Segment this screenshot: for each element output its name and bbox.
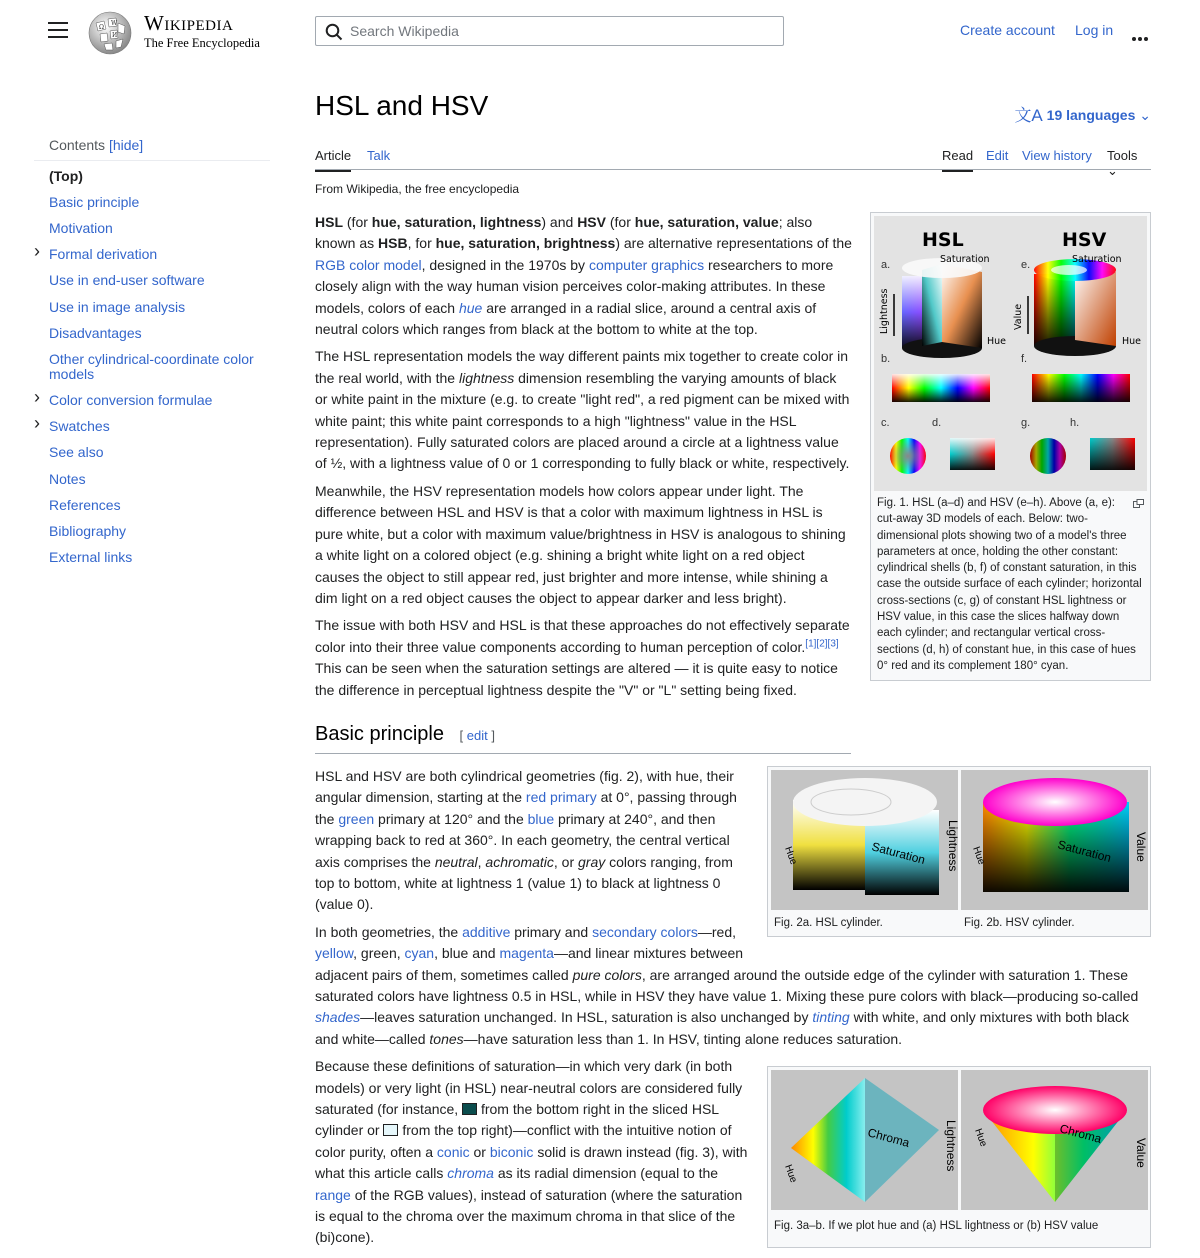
fig2a-hue-label: Hue [782,845,799,867]
hsv-cylinder-image[interactable] [961,770,1148,910]
fig2b-hue-label: Hue [970,845,987,867]
toc-item-label: Disadvantages [49,324,142,341]
shades-link[interactable]: shades [315,1009,361,1026]
wikipedia-globe-logo[interactable] [86,9,134,55]
citation-1[interactable]: [1] [805,638,817,650]
toc-item[interactable] [34,492,270,518]
fig2b-caption: Fig. 2b. HSV cylinder. [964,916,1075,929]
fig2b-saturation-label: Saturation [1056,837,1113,865]
toc-item-label: Use in end-user software [49,272,205,289]
blue-link[interactable]: blue [527,810,555,827]
intro-paragraph-3: Meanwhile, the HSV representation models how colors appear under light. The difference between HSL and HSV is that a color with maximum lightness in HSL is pure white, but a color with maximum value/brightness in HSV is analogous to shining a white light on a colored object (e.g. shining a bright white light on a red object causes the object to still appear red, just brighter and more intense, while shining a dim light on a red object causes the object to appear darker and less bright). [315,482,846,606]
toc-item[interactable] [34,189,270,215]
toc-item-label: Swatches [49,418,110,435]
fig3a-chroma-label: Chroma [866,1125,912,1151]
tools-label: Tools [1107,148,1138,163]
figure-1-caption-text: Fig. 1. HSL (a–d) and HSV (e–h). Above (a, e): cut-away 3D models of each. Below: two-dimensional plots showing two of a model's three parameters at once, holding the other constant: cylindrical shells (b, f) of constant saturation, in this case the outside surface of each cylinder; horizontal cross-sections (c, g) of constant HSL lightness or HSV value, in this case the slices halfway down each cylinder; and rectangular vertical cross-sections (d, h) of constant hue, in this case of hues 0° red and its complement 180° cyan. [877,497,1142,672]
hsv-label: HSV [1062,229,1107,251]
toc-item[interactable] [34,518,270,544]
figure-2 [767,766,1151,937]
svg-text:W: W [111,20,118,27]
toc-item[interactable] [34,294,270,320]
hsl-saturation-label: Saturation [940,254,990,265]
toc-list [34,163,270,571]
toc-item-label: Color conversion formulae [49,392,213,409]
fig3-caption: Fig. 3a–b. If we plot hue and (a) HSL lightness or (b) HSV value [774,1220,1099,1233]
toc-item-label: Notes [49,470,86,487]
svg-text:c.: c. [881,417,890,429]
fig3a-hue-label: Hue [782,1163,799,1185]
section-edit-link[interactable]: edit [466,727,488,743]
secondary-colors-link[interactable]: secondary colors [592,923,698,940]
section-edit: [ edit ] [459,727,495,743]
tab-read[interactable]: Read [942,148,974,163]
toc-item-label: (Top) [49,167,83,184]
fig3b-value-label: Value [1134,1138,1148,1169]
hsl-cylinder-image[interactable] [771,770,958,910]
hue-link[interactable]: hue [458,299,483,316]
figure-3 [767,1066,1151,1247]
search-icon [325,23,343,41]
toc-item[interactable] [34,466,270,492]
site-tagline: From Wikipedia, the free encyclopedia [315,182,520,196]
red-primary-link[interactable]: red primary [525,789,597,806]
table-of-contents [34,137,270,571]
cyan-link[interactable]: cyan [404,945,435,962]
magenta-link[interactable]: magenta [499,945,554,962]
toc-item-label: Other cylindrical-coordinate color models [49,350,254,382]
fig2a-caption: Fig. 2a. HSL cylinder. [774,916,883,929]
fig2a-lightness-label: Lightness [946,819,960,872]
hsv-cone-image[interactable] [961,1070,1148,1210]
figure-1-caption [874,491,1147,677]
toc-heading [34,137,270,161]
wordmark-tagline: The Free Encyclopedia [144,36,260,50]
translate-icon: 文A [1014,106,1043,125]
chevron-right-icon[interactable]: › [34,412,40,433]
light-cyan-swatch [383,1124,398,1136]
toc-item[interactable] [34,346,270,387]
site-header [0,0,1200,64]
log-in-link[interactable]: Log in [1075,22,1114,38]
svg-text:f.: f. [1021,353,1028,365]
hsl-hue-label: Hue [987,336,1007,347]
basic-paragraph-2: In both geometries, the additive primary and secondary colors—red, yellow, green, cyan, blue and magenta—and linear mixtures between adjacent pairs of them, sometimes called pure colors, are arranged around the outside edge of the cylinder with saturation 1. These saturated colors have lightness 0.5 in HSL, while in HSV they have value 1. Mixing these pure colors with black—producing so-called shades—leaves saturation unchanged. In HSL, saturation is also unchanged by tinting with white, and only mixtures with both black and white—called tones—have saturation less than 1. In HSV, tinting alone reduces saturation. [315,923,1139,1047]
basic-paragraph-1: HSL and HSV are both cylindrical geometries (fig. 2), with hue, their angular dimension, starting at the red primary at 0°, passing through the green primary at 120° and the blue primary at 240°, and then wrapping back to red at 360°. In each geometry, the central vertical axis comprises the neutral, achromatic, or gray colors ranging, from top to bottom, white at lightness 1 (value 1) to black at lightness 0 (value 0). [315,767,737,913]
toc-hide-button[interactable]: [hide] [108,137,144,153]
hsl-bicone-image[interactable] [771,1070,958,1210]
tab-article[interactable]: Article [315,148,352,163]
toc-item[interactable] [34,215,270,241]
toc-item[interactable] [34,388,270,414]
toc-item-label: Motivation [49,219,113,236]
citation-2[interactable]: [2] [816,638,828,650]
fig3b-chroma-label: Chroma [1058,1121,1104,1147]
chevron-right-icon[interactable]: › [34,386,40,407]
toc-item[interactable] [34,414,270,440]
toc-item[interactable] [34,545,270,571]
svg-text:b.: b. [881,353,891,365]
yellow-link[interactable]: yellow [315,945,354,962]
toc-item-label: Use in image analysis [49,298,186,315]
svg-text:a.: a. [881,259,891,271]
svg-text:И: И [112,32,118,39]
main-content [315,88,1151,1258]
svg-text:e.: e. [1021,259,1031,271]
green-link[interactable]: green [338,810,375,827]
toc-title: Contents [49,137,106,153]
svg-text:g.: g. [1021,417,1031,429]
biconic-link[interactable]: biconic [489,1143,534,1160]
figure-1 [870,212,1151,681]
hsl-lightness-label: Lightness [879,288,890,334]
dark-cyan-swatch [462,1103,477,1115]
toc-item-label: External links [49,549,133,566]
intro-paragraph-2: The HSL representation models the way different paints mix together to create color in the real world, with the lightness dimension resembling the varying amounts of black or white paint in the mixture (e.g. to create "light red", a red pigment can be mixed with white paint; this white paint corresponds to a high "lightness" value in the HSL representation). Fully saturated colors are placed around a circle at a lightness value of ½, with a lightness value of 0 or 1 corresponding to fully black or white, respectively. [315,348,850,472]
search-box[interactable] [315,16,784,46]
toc-item[interactable] [34,163,270,189]
wordmark-title: Wikipedia [144,11,234,35]
wikipedia-wordmark[interactable] [144,10,260,50]
hsl-hsv-figure-image[interactable] [874,216,1147,491]
conic-link[interactable]: conic [436,1143,470,1160]
range-link[interactable]: range [315,1186,351,1203]
intro-paragraph-1: HSL (for hue, saturation, lightness) and HSV (for hue, saturation, value; also known as HSB, for hue, saturation, brightness) are alternative representations of the RGB color model, designed in the 1970s by computer graphics researchers to more closely align with the way human vision perceives color-making attributes. In these models, colors of each hue are arranged in a radial slice, around a central axis of neutral colors which ranges from black at the bottom to white at the top. [315,214,852,338]
chroma-link[interactable]: chroma [447,1165,494,1182]
fig2a-saturation-label: Saturation [870,839,927,867]
toc-item-label: References [49,496,121,513]
additive-link[interactable]: additive [462,923,511,940]
tools-menu[interactable] [1107,148,1151,179]
svg-text:d.: d. [932,417,942,429]
citation-3[interactable]: [3] [827,638,839,650]
create-account-link[interactable]: Create account [960,22,1055,38]
toc-item[interactable] [34,242,270,268]
basic-paragraph-3: Because these definitions of saturation—in which very dark (in both models) or very light (in HSL) near-neutral colors are considered fully saturated (for instance, from the bottom right in the sliced HSL cylinder or from the top right)—conflict with the intuitive notion of color purity, often a conic or biconic solid is drawn instead (fig. 3), with what this article calls chroma as its radial dimension (equal to the range of the RGB values), instead of saturation (where the saturation is equal to the chroma over the maximum chroma in that slice of the (bi)cone). [315,1058,748,1246]
tab-edit[interactable]: Edit [986,148,1009,163]
svg-text:Ω: Ω [99,24,104,31]
toc-item-label: Bibliography [49,523,127,540]
fig3a-lightness-label: Lightness [944,1120,958,1172]
toc-item-label: See also [49,444,104,461]
page-title: HSL and HSV [315,90,489,121]
fig2b-value-label: Value [1134,831,1148,862]
search-input[interactable] [350,21,770,41]
section-heading-basic-principle [315,721,851,754]
section-title: Basic principle [315,722,444,745]
more-options-icon[interactable] [1132,28,1152,34]
toc-item-label: Basic principle [49,193,140,210]
tab-talk[interactable]: Talk [367,148,391,163]
chevron-right-icon[interactable]: › [34,240,40,261]
chevron-down-icon: ⌄ [1107,163,1118,178]
language-button[interactable] [1014,101,1151,126]
toc-item-label: Formal derivation [49,246,158,263]
fig3b-hue-label: Hue [972,1127,989,1149]
hsv-saturation-label: Saturation [1072,254,1122,265]
main-menu-icon[interactable] [48,22,68,40]
tinting-link[interactable]: tinting [812,1009,850,1026]
intro-paragraph-4: The issue with both HSV and HSL is that these approaches do not effectively separate color into their three value components according to human perception of color.[1][2][3] This can be seen when the saturation settings are altered — it is quite easy to notice the difference in perceptual lightness despite the "V" or "L" setting being fixed. [315,617,850,698]
toc-item[interactable] [34,320,270,346]
page-tabs [315,134,1151,178]
language-count: 19 languages [1046,107,1136,123]
toc-item[interactable] [34,268,270,294]
hsv-hue-label: Hue [1122,336,1142,347]
hsl-label: HSL [922,229,964,251]
chevron-down-icon: ⌄ [1139,107,1151,123]
article-body [315,212,1151,1249]
enlarge-icon[interactable] [1133,497,1144,513]
hsv-value-label: Value [1013,303,1024,330]
computer-graphics-link[interactable]: computer graphics [588,256,705,273]
svg-text:h.: h. [1070,417,1080,429]
rgb-color-model-link[interactable]: RGB color model [315,256,422,273]
toc-item[interactable] [34,440,270,466]
tab-view-history[interactable]: View history [1022,148,1092,163]
